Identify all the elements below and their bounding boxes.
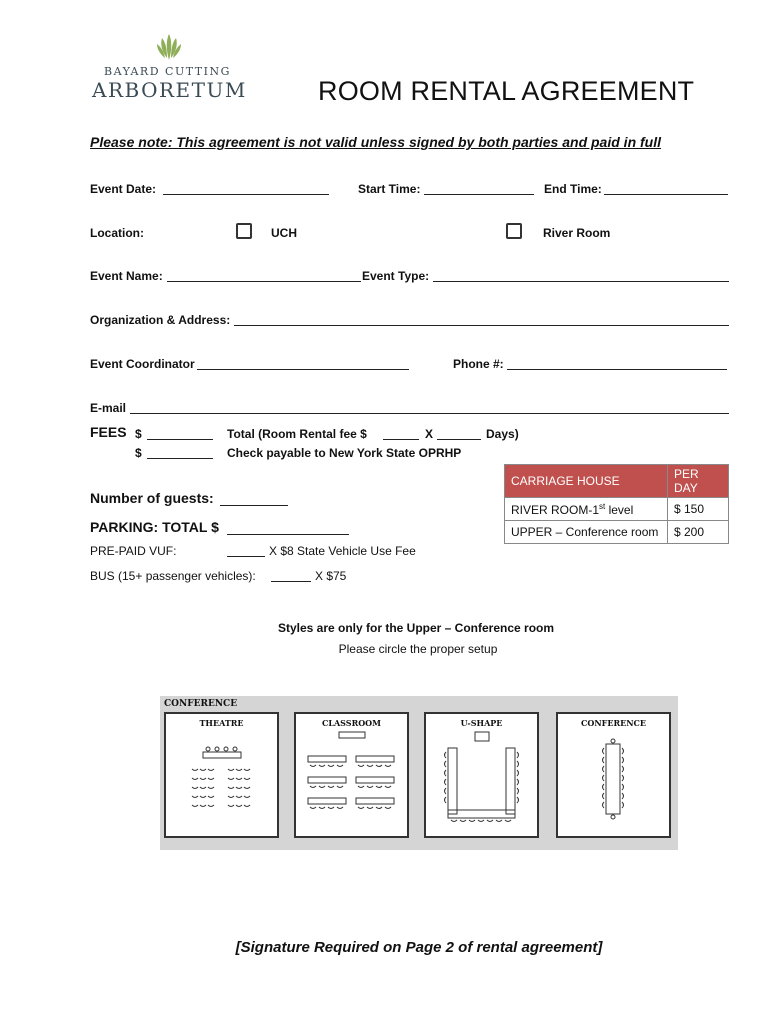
email-label: E-mail [90, 401, 127, 415]
river-room-option-label: River Room [543, 226, 611, 240]
setup-u-shape[interactable] [424, 712, 539, 838]
table-row [505, 498, 729, 521]
logo-line-1: BAYARD CUTTING [104, 65, 231, 78]
theatre-diagram [166, 714, 277, 836]
rates-header-price: PER DAY [668, 465, 729, 498]
check-payable-text: Check payable to New York State OPRHP [227, 446, 462, 460]
setup-theatre[interactable] [164, 712, 279, 838]
phone-label: Phone #: [453, 357, 504, 371]
setup-classroom[interactable] [294, 712, 409, 838]
prepaid-rate: X $8 State Vehicle Use Fee [269, 544, 416, 558]
rate-price: $ 200 [668, 521, 729, 544]
guests-label: Number of guests: [90, 490, 214, 506]
event-name-label: Event Name: [90, 269, 163, 283]
end-time-label: End Time: [544, 182, 602, 196]
table-row [505, 521, 729, 544]
page-title: ROOM RENTAL AGREEMENT [318, 76, 695, 106]
validity-notice: Please note: This agreement is not valid unless signed by both parties and paid in full [90, 134, 661, 150]
rate-room: RIVER ROOM-1st level [505, 498, 668, 521]
coordinator-field[interactable] [197, 357, 409, 370]
bus-label: BUS (15+ passenger vehicles): [90, 569, 256, 583]
check-currency: $ [135, 446, 142, 460]
u-shape-diagram [426, 714, 537, 836]
event-date-label: Event Date: [90, 182, 157, 196]
fees-total-text: Total (Room Rental fee $ [227, 427, 367, 441]
setup-diagrams-label: CONFERENCE [164, 699, 238, 709]
conference-diagram [558, 714, 669, 836]
rate-price: $ 150 [668, 498, 729, 521]
fees-times: X [425, 427, 434, 441]
leaf-icon [156, 32, 182, 62]
fees-label: FEES [90, 424, 127, 440]
styles-heading: Styles are only for the Upper – Conference room [277, 621, 555, 635]
rates-header-row [505, 465, 729, 498]
uch-option-label: UCH [271, 226, 297, 240]
event-name-field[interactable] [167, 269, 361, 282]
check-amount-field[interactable] [147, 446, 213, 459]
event-type-field[interactable] [433, 269, 729, 282]
uch-checkbox[interactable] [236, 223, 252, 239]
event-date-field[interactable] [163, 182, 329, 195]
coordinator-label: Event Coordinator [90, 357, 195, 371]
start-time-field[interactable] [424, 182, 534, 195]
signature-note: [Signature Required on Page 2 of rental agreement] [235, 939, 603, 956]
rate-room: UPPER – Conference room [505, 521, 668, 544]
setup-conference-title: CONFERENCE [581, 718, 646, 728]
organization-label: Organization & Address: [90, 313, 231, 327]
rates-header-room: CARRIAGE HOUSE [505, 465, 668, 498]
setup-u-shape-title: U-SHAPE [460, 718, 503, 728]
bus-rate: X $75 [315, 569, 347, 583]
end-time-field[interactable] [604, 182, 728, 195]
classroom-diagram [296, 714, 407, 836]
phone-field[interactable] [507, 357, 727, 370]
start-time-label: Start Time: [358, 182, 421, 196]
guests-field[interactable] [220, 492, 288, 506]
logo-line-2: ARBORETUM [92, 78, 247, 102]
parking-label: PARKING: TOTAL $ [90, 519, 219, 535]
location-label: Location: [90, 226, 144, 240]
parking-total-field[interactable] [227, 521, 349, 535]
rates-table [504, 464, 729, 544]
setup-conference[interactable] [556, 712, 671, 838]
fees-total-field[interactable] [147, 427, 213, 440]
prepaid-label: PRE-PAID VUF: [90, 544, 177, 558]
email-field[interactable] [130, 401, 729, 414]
setup-classroom-title: CLASSROOM [321, 718, 382, 728]
rental-fee-field[interactable] [383, 427, 419, 440]
bus-count-field[interactable] [271, 569, 311, 582]
styles-instruction: Please circle the proper setup [338, 642, 498, 656]
river-room-checkbox[interactable] [506, 223, 522, 239]
organization-field[interactable] [234, 313, 729, 326]
event-type-label: Event Type: [362, 269, 430, 283]
fees-total-currency: $ [135, 427, 142, 441]
setup-theatre-title: THEATRE [199, 718, 244, 728]
prepaid-count-field[interactable] [227, 544, 265, 557]
days-field[interactable] [437, 427, 481, 440]
fees-days: Days) [486, 427, 519, 441]
